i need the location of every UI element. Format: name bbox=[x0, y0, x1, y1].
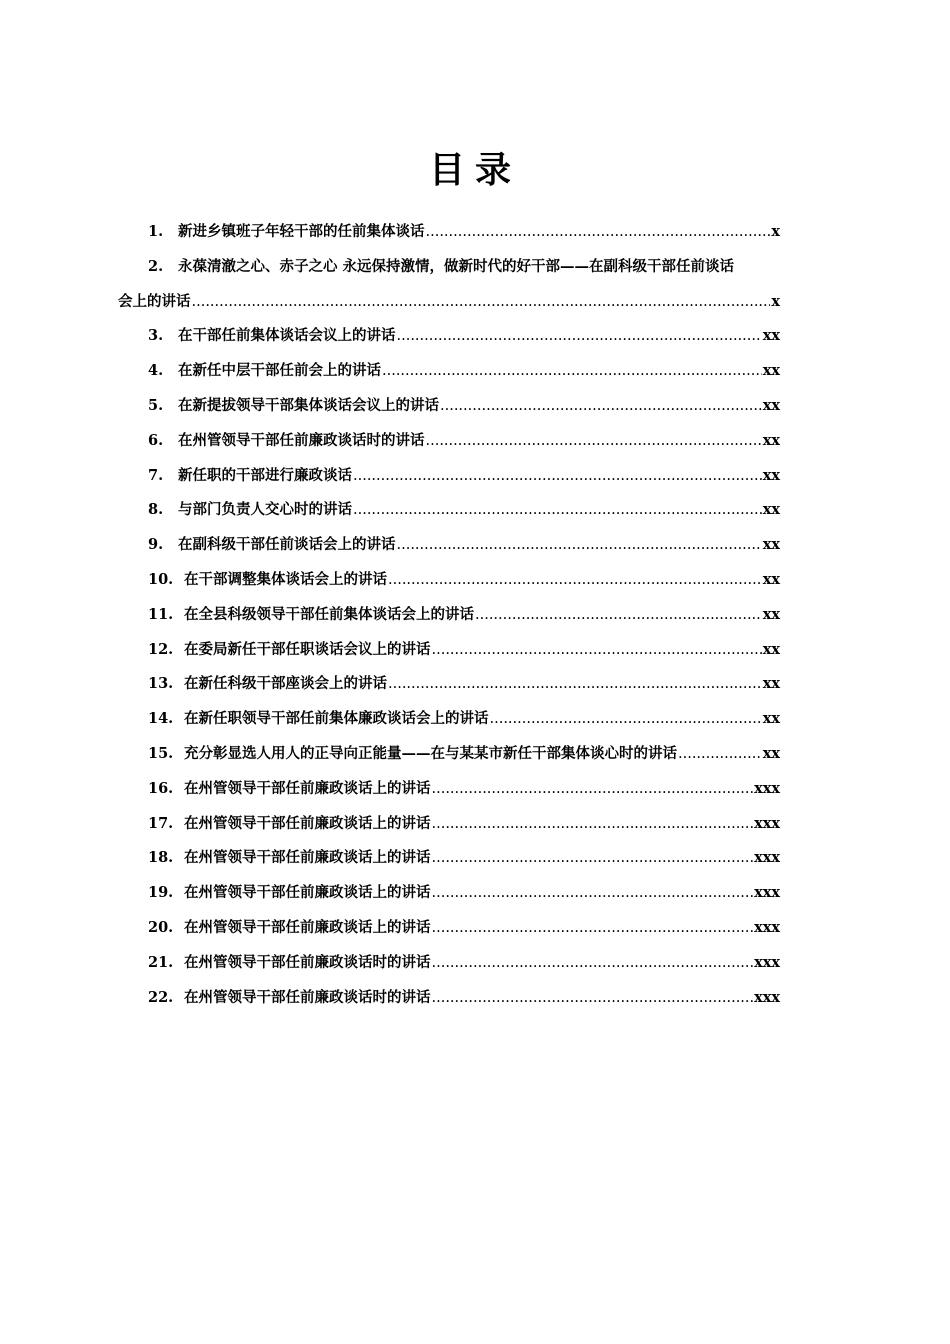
dot-leader bbox=[426, 222, 771, 242]
toc-entry-number: 17. bbox=[148, 814, 174, 832]
toc-entry-number: 7. bbox=[148, 466, 164, 484]
toc-entry-title: 在州管领导干部任前廉政谈话时的讲话 bbox=[184, 988, 431, 1006]
toc-entry-page: xx bbox=[762, 570, 780, 588]
toc-entry-page: xxx bbox=[754, 779, 780, 797]
dot-leader bbox=[678, 744, 762, 764]
toc-entry-title: 充分彰显选人用人的正导向正能量——在与某某市新任干部集体谈心时的讲话 bbox=[184, 744, 677, 762]
dot-leader bbox=[432, 883, 754, 903]
toc-entry-page: xx bbox=[762, 431, 780, 449]
dot-leader bbox=[475, 605, 762, 625]
toc-entry-page: xx bbox=[762, 327, 780, 345]
toc-entry-page: x bbox=[771, 223, 780, 240]
dot-leader bbox=[490, 709, 762, 729]
toc-entry-title: 在州管领导干部任前廉政谈话上的讲话 bbox=[184, 918, 431, 936]
toc-entry-number: 6. bbox=[148, 431, 164, 449]
dot-leader bbox=[397, 535, 762, 555]
toc-entry-page: xx bbox=[762, 501, 780, 519]
toc-entry-number: 19. bbox=[148, 884, 174, 902]
toc-entry-title: 在新任中层干部任前会上的讲话 bbox=[178, 362, 381, 380]
toc-entry-13[interactable] bbox=[0, 674, 950, 694]
toc-entry-title: 在州管领导干部任前廉政谈话时的讲话 bbox=[178, 431, 425, 449]
dot-leader bbox=[432, 953, 754, 973]
dot-leader bbox=[353, 466, 762, 486]
toc-entry-21[interactable] bbox=[0, 953, 950, 973]
dot-leader bbox=[440, 396, 762, 416]
toc-entry-page: xx bbox=[762, 466, 780, 484]
toc-entry-number: 21. bbox=[148, 953, 174, 971]
toc-entry-number: 5. bbox=[148, 396, 164, 414]
toc-entry-number: 8. bbox=[148, 501, 164, 519]
toc-entry-page: xxx bbox=[754, 849, 780, 867]
toc-entry-number: 18. bbox=[148, 849, 174, 867]
dot-leader bbox=[353, 500, 762, 520]
toc-entry-number: 14. bbox=[148, 710, 174, 728]
toc-entry-11[interactable] bbox=[0, 605, 950, 625]
dot-leader bbox=[388, 674, 762, 694]
toc-entry-page: xx bbox=[762, 710, 780, 728]
toc-entry-20[interactable] bbox=[0, 918, 950, 938]
toc-entry-page: xx bbox=[762, 640, 780, 658]
dot-leader bbox=[432, 988, 754, 1008]
toc-entry-page: xx bbox=[762, 536, 780, 554]
toc-entry-number: 1. bbox=[148, 223, 164, 240]
dot-leader bbox=[432, 640, 762, 660]
toc-entry-title: 新进乡镇班子年轻干部的任前集体谈话 bbox=[178, 223, 425, 240]
toc-entry-4[interactable] bbox=[0, 361, 950, 381]
toc-entry-page: xxx bbox=[754, 814, 780, 832]
toc-entry-number: 3. bbox=[148, 327, 164, 345]
toc-entry-title-line2: 会上的讲话 bbox=[118, 292, 191, 310]
page-title: 目录 bbox=[428, 149, 521, 191]
toc-entry-19[interactable] bbox=[0, 883, 950, 903]
toc-entry-title: 在新任科级干部座谈会上的讲话 bbox=[184, 675, 387, 693]
toc-entry-16[interactable] bbox=[0, 779, 950, 799]
toc-entry-page: xxx bbox=[754, 884, 780, 902]
toc-entry-number: 4. bbox=[148, 362, 164, 380]
toc-entry-number: 9. bbox=[148, 536, 164, 554]
toc-entry-10[interactable] bbox=[0, 570, 950, 590]
dot-leader bbox=[192, 292, 771, 312]
toc-entry-18[interactable] bbox=[0, 848, 950, 868]
toc-entry-page: xxx bbox=[754, 953, 780, 971]
toc-entry-title: 在州管领导干部任前廉政谈话上的讲话 bbox=[184, 779, 431, 797]
toc-entry-12[interactable] bbox=[0, 640, 950, 660]
toc-entry-8[interactable] bbox=[0, 500, 950, 520]
toc-entry-number: 11. bbox=[148, 605, 174, 623]
toc-entry-title: 在新提拔领导干部集体谈话会议上的讲话 bbox=[178, 396, 439, 414]
toc-entry-2[interactable] bbox=[0, 257, 950, 312]
toc-entry-title: 在委局新任干部任职谈话会议上的讲话 bbox=[184, 640, 431, 658]
toc-entry-title: 在干部任前集体谈话会议上的讲话 bbox=[178, 327, 396, 345]
dot-leader bbox=[432, 814, 754, 834]
toc-entry-page: xx bbox=[762, 675, 780, 693]
toc-entry-7[interactable] bbox=[0, 466, 950, 486]
dot-leader bbox=[432, 848, 754, 868]
toc-entry-title: 在州管领导干部任前廉政谈话上的讲话 bbox=[184, 884, 431, 902]
toc-entry-page: xx bbox=[762, 605, 780, 623]
toc-entry-title: 在州管领导干部任前廉政谈话上的讲话 bbox=[184, 849, 431, 867]
toc-entry-number: 10. bbox=[148, 570, 174, 588]
toc-entry-title: 在州管领导干部任前廉政谈话上的讲话 bbox=[184, 814, 431, 832]
toc-entry-title: 新任职的干部进行廉政谈话 bbox=[178, 466, 352, 484]
toc-entry-number: 15. bbox=[148, 744, 174, 762]
toc-entry-title: 与部门负责人交心时的讲话 bbox=[178, 501, 352, 519]
dot-leader bbox=[382, 361, 762, 381]
toc-entry-number: 22. bbox=[148, 988, 174, 1006]
dot-leader bbox=[397, 326, 762, 346]
dot-leader bbox=[432, 918, 754, 938]
toc-entry-6[interactable] bbox=[0, 431, 950, 451]
toc-entry-number: 20. bbox=[148, 918, 174, 936]
toc-entry-15[interactable] bbox=[0, 744, 950, 764]
toc-entry-page: x bbox=[771, 292, 780, 310]
toc-entry-page: xx bbox=[762, 744, 780, 762]
toc-entry-number: 2. bbox=[148, 257, 164, 275]
toc-entry-1[interactable] bbox=[0, 222, 950, 242]
toc-entry-number: 12. bbox=[148, 640, 174, 658]
toc-entry-title: 在干部调整集体谈话会上的讲话 bbox=[184, 570, 387, 588]
toc-entry-page: xx bbox=[762, 362, 780, 380]
toc-entry-14[interactable] bbox=[0, 709, 950, 729]
toc-entry-5[interactable] bbox=[0, 396, 950, 416]
toc-entry-9[interactable] bbox=[0, 535, 950, 555]
toc-entry-title: 在全县科级领导干部任前集体谈话会上的讲话 bbox=[184, 605, 474, 623]
toc-entry-17[interactable] bbox=[0, 814, 950, 834]
toc-entry-title: 在州管领导干部任前廉政谈话时的讲话 bbox=[184, 953, 431, 971]
toc-entry-number: 13. bbox=[148, 675, 174, 693]
toc-entry-title: 在新任职领导干部任前集体廉政谈话会上的讲话 bbox=[184, 710, 489, 728]
dot-leader bbox=[388, 570, 762, 590]
table-of-contents bbox=[0, 222, 950, 1022]
toc-entry-3[interactable] bbox=[0, 326, 950, 346]
dot-leader bbox=[432, 779, 754, 799]
toc-entry-page: xxx bbox=[754, 918, 780, 936]
toc-entry-page: xxx bbox=[754, 988, 780, 1006]
dot-leader bbox=[426, 431, 762, 451]
toc-entry-title-line1: 永葆清澈之心、赤子之心 永远保持激情，做新时代的好干部——在副科级干部任前谈话 bbox=[178, 257, 735, 275]
toc-entry-22[interactable] bbox=[0, 988, 950, 1008]
toc-entry-title: 在副科级干部任前谈话会上的讲话 bbox=[178, 536, 396, 554]
toc-entry-page: xx bbox=[762, 396, 780, 414]
toc-entry-number: 16. bbox=[148, 779, 174, 797]
